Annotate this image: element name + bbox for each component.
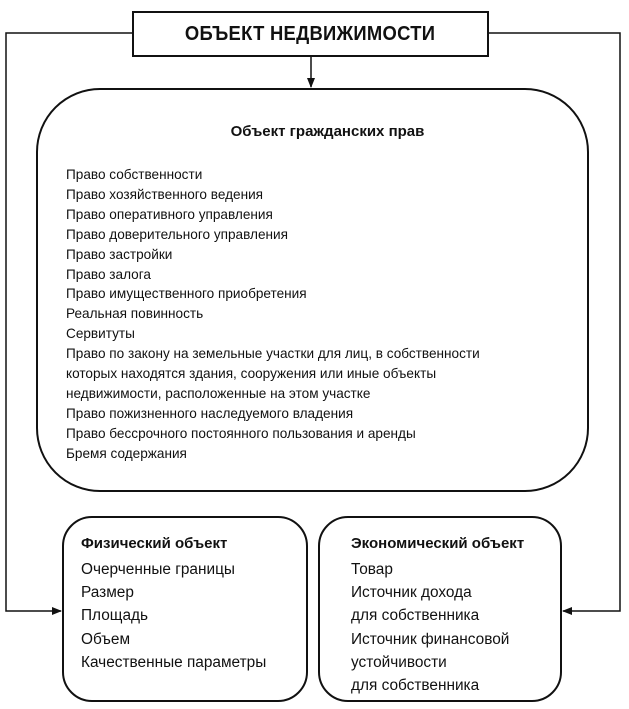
list-item: Право хозяйственного ведения bbox=[66, 186, 264, 202]
list-item: устойчивости bbox=[351, 653, 447, 671]
real-estate-object-box bbox=[132, 11, 489, 57]
civil-rights-title: Объект гражданских прав bbox=[230, 123, 425, 140]
list-item: Источник дохода bbox=[351, 584, 472, 602]
list-item: Объем bbox=[81, 630, 131, 648]
list-item: Право собственности bbox=[66, 167, 203, 182]
list-item: Качественные параметры bbox=[81, 653, 267, 671]
list-item: недвижимости, расположенные на этом участке bbox=[66, 385, 371, 401]
list-item: Размер bbox=[81, 584, 134, 602]
list-item: Площадь bbox=[81, 607, 148, 625]
physical-object-title: Физический объект bbox=[81, 535, 228, 552]
list-item: Реальная повинность bbox=[66, 306, 204, 322]
physical-object-box bbox=[62, 516, 308, 702]
list-item: Право застройки bbox=[66, 246, 173, 262]
economic-object-list bbox=[351, 558, 509, 697]
list-item: Товар bbox=[351, 561, 393, 578]
list-item: для собственника bbox=[351, 607, 480, 625]
list-item: Право доверительного управления bbox=[66, 226, 288, 242]
list-item: Право оперативного управления bbox=[66, 206, 273, 222]
list-item: для собственника bbox=[351, 677, 480, 695]
list-item: Бремя содержания bbox=[66, 445, 187, 461]
list-item: Право бессрочного постоянного пользования и аренды bbox=[66, 425, 416, 441]
list-item: Право по закону на земельные участки для лиц, в собственности bbox=[66, 346, 480, 362]
list-item: которых находятся здания, сооружения или иные объекты bbox=[66, 366, 437, 382]
list-item: Право залога bbox=[66, 266, 151, 282]
economic-object-box bbox=[318, 516, 562, 702]
list-item: Право имущественного приобретения bbox=[66, 286, 307, 302]
civil-rights-list bbox=[66, 165, 480, 464]
physical-object-list bbox=[81, 558, 266, 674]
list-item: Очерченные границы bbox=[81, 561, 235, 578]
civil-rights-object-box bbox=[36, 88, 589, 492]
list-item: Право пожизненного наследуемого владения bbox=[66, 405, 354, 421]
list-item: Сервитуты bbox=[66, 326, 135, 342]
list-item: Источник финансовой bbox=[351, 630, 510, 648]
main-title: ОБЪЕКТ НЕДВИЖИМОСТИ bbox=[185, 22, 436, 45]
economic-object-title: Экономический объект bbox=[351, 535, 525, 552]
